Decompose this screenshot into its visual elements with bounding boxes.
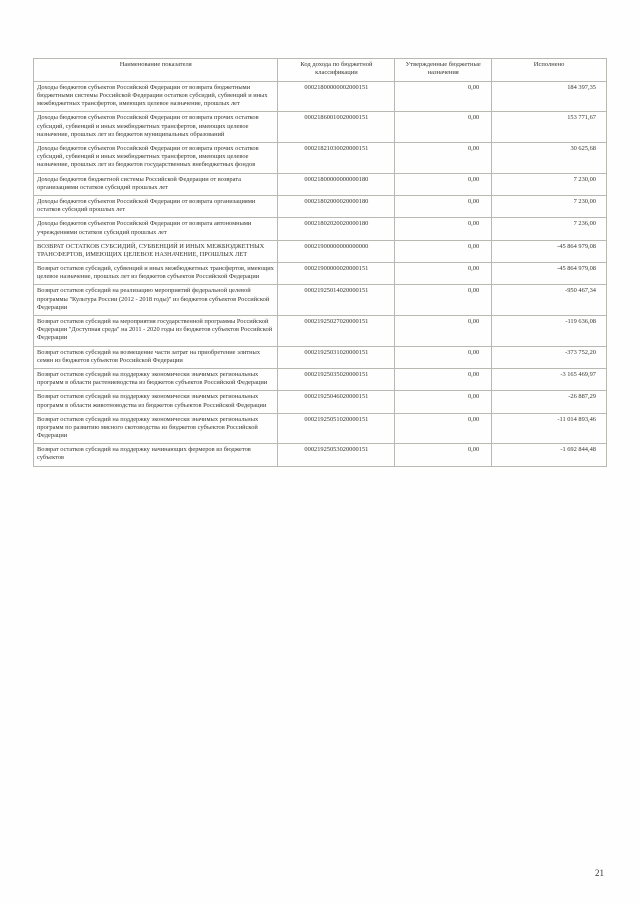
cell-approved-amount: 0,00 <box>395 368 492 390</box>
cell-budget-code: 00021802020020000180 <box>278 218 395 240</box>
table-row <box>34 195 607 217</box>
cell-indicator-name: Возврат остатков субсидий на поддержку экономически значимых региональных программ по развитию мясного скотоводства из бюджетов субъектов Российской Федерации <box>34 413 278 444</box>
cell-executed-amount: 153 771,67 <box>492 112 607 143</box>
cell-approved-amount: 0,00 <box>395 316 492 347</box>
cell-indicator-name: Доходы бюджетов бюджетной системы Российской Федерации от возврата организациями остатков субсидий прошлых лет <box>34 173 278 195</box>
cell-budget-code: 00021900000020000151 <box>278 263 395 285</box>
cell-budget-code: 00021900000000000000 <box>278 240 395 262</box>
cell-indicator-name: Возврат остатков субсидий, субвенций и иных межбюджетных трансфертов, имеющих целевое назначение, прошлых лет из бюджетов субъектов Российской Федерации <box>34 263 278 285</box>
table-header-row <box>34 59 607 82</box>
cell-budget-code: 00021925053020000151 <box>278 444 395 466</box>
cell-budget-code: 00021925031020000151 <box>278 346 395 368</box>
cell-indicator-name: Доходы бюджетов субъектов Российской Федерации от возврата прочих остатков субсидий, субвенций и иных межбюджетных трансфертов, имеющих целевое назначение, прошлых лет из бюджетов муниципальных образований <box>34 112 278 143</box>
cell-budget-code: 00021925035020000151 <box>278 368 395 390</box>
table-row <box>34 263 607 285</box>
cell-executed-amount: -11 014 893,46 <box>492 413 607 444</box>
cell-approved-amount: 0,00 <box>395 81 492 112</box>
cell-budget-code: 00021925027020000151 <box>278 316 395 347</box>
cell-approved-amount: 0,00 <box>395 346 492 368</box>
cell-indicator-name: Возврат остатков субсидий на реализацию мероприятий федеральной целевой программы "Культура России (2012 - 2018 годы)" из бюджетов субъектов Российской Федерации <box>34 285 278 316</box>
budget-report-table <box>33 58 607 467</box>
page-number: 21 <box>595 868 604 878</box>
cell-approved-amount: 0,00 <box>395 263 492 285</box>
table-row <box>34 413 607 444</box>
cell-indicator-name: Доходы бюджетов субъектов Российской Федерации от возврата бюджетными бюджетными системы Российской Федерации остатков субсидий, субвенций и иных межбюджетных трансфертов, имеющих целевое назначение, прошлых лет <box>34 81 278 112</box>
cell-indicator-name: Доходы бюджетов субъектов Российской Федерации от возврата прочих остатков субсидий, субвенций и иных межбюджетных трансфертов, имеющих целевое назначение, прошлых лет из бюджетов государственных внебюджетных фондов <box>34 143 278 174</box>
cell-indicator-name: Доходы бюджетов субъектов Российской Федерации от возврата автономными учреждениями остатков субсидий прошлых лет <box>34 218 278 240</box>
cell-approved-amount: 0,00 <box>395 444 492 466</box>
table-row <box>34 112 607 143</box>
column-header-name: Наименование показателя <box>34 59 278 82</box>
cell-indicator-name: Возврат остатков субсидий на поддержку экономически значимых региональных программ в области растениеводства из бюджетов субъектов Российской Федерации <box>34 368 278 390</box>
cell-budget-code: 00021800000002000151 <box>278 81 395 112</box>
table-row <box>34 81 607 112</box>
cell-executed-amount: -45 864 979,08 <box>492 263 607 285</box>
cell-indicator-name: ВОЗВРАТ ОСТАТКОВ СУБСИДИЙ, СУБВЕНЦИЙ И ИНЫХ МЕЖБЮДЖЕТНЫХ ТРАНСФЕРТОВ, ИМЕЮЩИХ ЦЕЛЕВОЕ НАЗНАЧЕНИЕ, ПРОШЛЫХ ЛЕТ <box>34 240 278 262</box>
cell-executed-amount: -45 864 979,08 <box>492 240 607 262</box>
cell-budget-code: 00021925046020000151 <box>278 391 395 413</box>
cell-indicator-name: Возврат остатков субсидий на мероприятия государственной программы Российской Федерации "Доступная среда" на 2011 - 2020 годы из бюджетов субъектов Российской Федерации <box>34 316 278 347</box>
column-header-code: Код дохода по бюджетной классификации <box>278 59 395 82</box>
cell-executed-amount: -119 636,08 <box>492 316 607 347</box>
table-row <box>34 316 607 347</box>
table-row <box>34 218 607 240</box>
column-header-approved: Утвержденные бюджетные назначения <box>395 59 492 82</box>
cell-executed-amount: -373 752,20 <box>492 346 607 368</box>
table-row <box>34 391 607 413</box>
cell-approved-amount: 0,00 <box>395 240 492 262</box>
cell-executed-amount: -26 887,29 <box>492 391 607 413</box>
cell-budget-code: 00021821030020000151 <box>278 143 395 174</box>
cell-budget-code: 00021925014020000151 <box>278 285 395 316</box>
cell-budget-code: 00021860010020000151 <box>278 112 395 143</box>
cell-approved-amount: 0,00 <box>395 413 492 444</box>
cell-approved-amount: 0,00 <box>395 112 492 143</box>
cell-budget-code: 00021800000000000180 <box>278 173 395 195</box>
cell-indicator-name: Возврат остатков субсидий на поддержку начинающих фермеров из бюджетов субъектов <box>34 444 278 466</box>
cell-indicator-name: Возврат остатков субсидий на возмещение части затрат на приобретение элитных семян из бюджетов субъектов Российской Федерации <box>34 346 278 368</box>
cell-indicator-name: Возврат остатков субсидий на поддержку экономически значимых региональных программ в области животноводства из бюджетов субъектов Российской Федерации <box>34 391 278 413</box>
table-row <box>34 368 607 390</box>
table-header <box>34 59 607 82</box>
table-row <box>34 285 607 316</box>
cell-executed-amount: -1 692 844,48 <box>492 444 607 466</box>
cell-approved-amount: 0,00 <box>395 173 492 195</box>
cell-executed-amount: 7 236,00 <box>492 218 607 240</box>
cell-budget-code: 00021802000020000180 <box>278 195 395 217</box>
cell-approved-amount: 0,00 <box>395 218 492 240</box>
cell-executed-amount: 30 625,68 <box>492 143 607 174</box>
table-row <box>34 173 607 195</box>
cell-budget-code: 00021925051020000151 <box>278 413 395 444</box>
table-row <box>34 346 607 368</box>
cell-approved-amount: 0,00 <box>395 143 492 174</box>
table-row <box>34 143 607 174</box>
table-row <box>34 444 607 466</box>
cell-approved-amount: 0,00 <box>395 285 492 316</box>
cell-executed-amount: 7 230,00 <box>492 195 607 217</box>
cell-approved-amount: 0,00 <box>395 391 492 413</box>
cell-approved-amount: 0,00 <box>395 195 492 217</box>
cell-executed-amount: -3 165 469,97 <box>492 368 607 390</box>
cell-indicator-name: Доходы бюджетов субъектов Российской Федерации от возврата организациями остатков субсидий прошлых лет <box>34 195 278 217</box>
table-body <box>34 81 607 466</box>
cell-executed-amount: 7 230,00 <box>492 173 607 195</box>
cell-executed-amount: -950 467,34 <box>492 285 607 316</box>
cell-executed-amount: 184 397,35 <box>492 81 607 112</box>
table-row <box>34 240 607 262</box>
column-header-executed: Исполнено <box>492 59 607 82</box>
